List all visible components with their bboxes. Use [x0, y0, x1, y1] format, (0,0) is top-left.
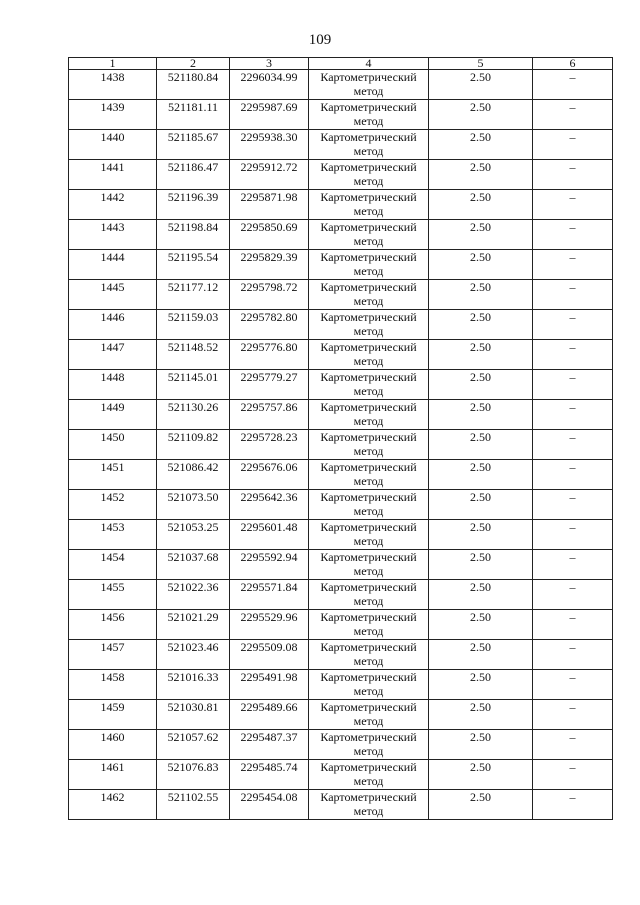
- table-row: [69, 790, 613, 820]
- table-row: [69, 610, 613, 640]
- table-row: [69, 550, 613, 580]
- note-cell: –: [533, 520, 613, 550]
- table-row: [69, 760, 613, 790]
- note-cell: –: [533, 190, 613, 220]
- method-line-1: Картометрический: [320, 790, 417, 804]
- method-line-2: метод: [353, 114, 384, 128]
- method-line-1: Картометрический: [320, 490, 417, 504]
- column-header-4: 4: [309, 58, 429, 70]
- accuracy-cell: 2.50: [429, 100, 533, 130]
- accuracy-cell: 2.50: [429, 160, 533, 190]
- header-row: [69, 58, 613, 70]
- y-coordinate-cell: 2295529.96: [230, 610, 309, 640]
- method-line-2: метод: [353, 264, 384, 278]
- accuracy-cell: 2.50: [429, 70, 533, 100]
- point-number-cell: 1439: [69, 100, 157, 130]
- x-coordinate-cell: 521180.84: [157, 70, 230, 100]
- table-row: [69, 580, 613, 610]
- method-cell: [309, 490, 429, 520]
- note-cell: –: [533, 490, 613, 520]
- y-coordinate-cell: 2295485.74: [230, 760, 309, 790]
- x-coordinate-cell: 521057.62: [157, 730, 230, 760]
- point-number-cell: 1459: [69, 700, 157, 730]
- point-number-cell: 1456: [69, 610, 157, 640]
- method-line-2: метод: [353, 204, 384, 218]
- y-coordinate-cell: 2295454.08: [230, 790, 309, 820]
- method-line-1: Картометрический: [320, 700, 417, 714]
- note-cell: –: [533, 790, 613, 820]
- method-line-2: метод: [353, 804, 384, 818]
- method-line-1: Картометрический: [320, 520, 417, 534]
- column-header-2: 2: [157, 58, 230, 70]
- method-cell: [309, 250, 429, 280]
- method-cell: [309, 700, 429, 730]
- method-cell: [309, 430, 429, 460]
- note-cell: –: [533, 220, 613, 250]
- x-coordinate-cell: 521073.50: [157, 490, 230, 520]
- accuracy-cell: 2.50: [429, 370, 533, 400]
- x-coordinate-cell: 521023.46: [157, 640, 230, 670]
- y-coordinate-cell: 2296034.99: [230, 70, 309, 100]
- method-cell: [309, 460, 429, 490]
- y-coordinate-cell: 2295592.94: [230, 550, 309, 580]
- point-number-cell: 1462: [69, 790, 157, 820]
- x-coordinate-cell: 521186.47: [157, 160, 230, 190]
- accuracy-cell: 2.50: [429, 280, 533, 310]
- y-coordinate-cell: 2295871.98: [230, 190, 309, 220]
- point-number-cell: 1460: [69, 730, 157, 760]
- x-coordinate-cell: 521177.12: [157, 280, 230, 310]
- accuracy-cell: 2.50: [429, 460, 533, 490]
- point-number-cell: 1461: [69, 760, 157, 790]
- accuracy-cell: 2.50: [429, 520, 533, 550]
- method-cell: [309, 400, 429, 430]
- x-coordinate-cell: 521109.82: [157, 430, 230, 460]
- note-cell: –: [533, 280, 613, 310]
- point-number-cell: 1442: [69, 190, 157, 220]
- accuracy-cell: 2.50: [429, 700, 533, 730]
- method-line-2: метод: [353, 414, 384, 428]
- method-line-2: метод: [353, 174, 384, 188]
- method-cell: [309, 70, 429, 100]
- method-line-2: метод: [353, 144, 384, 158]
- x-coordinate-cell: 521196.39: [157, 190, 230, 220]
- accuracy-cell: 2.50: [429, 790, 533, 820]
- accuracy-cell: 2.50: [429, 670, 533, 700]
- x-coordinate-cell: 521198.84: [157, 220, 230, 250]
- x-coordinate-cell: 521145.01: [157, 370, 230, 400]
- point-number-cell: 1449: [69, 400, 157, 430]
- table-row: [69, 340, 613, 370]
- accuracy-cell: 2.50: [429, 610, 533, 640]
- x-coordinate-cell: 521185.67: [157, 130, 230, 160]
- accuracy-cell: 2.50: [429, 190, 533, 220]
- point-number-cell: 1446: [69, 310, 157, 340]
- y-coordinate-cell: 2295489.66: [230, 700, 309, 730]
- point-number-cell: 1454: [69, 550, 157, 580]
- point-number-cell: 1443: [69, 220, 157, 250]
- accuracy-cell: 2.50: [429, 220, 533, 250]
- method-cell: [309, 370, 429, 400]
- table-row: [69, 250, 613, 280]
- point-number-cell: 1455: [69, 580, 157, 610]
- method-line-2: метод: [353, 294, 384, 308]
- table-row: [69, 370, 613, 400]
- method-line-2: метод: [353, 504, 384, 518]
- method-line-1: Картометрический: [320, 340, 417, 354]
- method-line-1: Картометрический: [320, 70, 417, 84]
- accuracy-cell: 2.50: [429, 550, 533, 580]
- method-line-1: Картометрический: [320, 190, 417, 204]
- point-number-cell: 1452: [69, 490, 157, 520]
- method-cell: [309, 130, 429, 160]
- method-line-2: метод: [353, 444, 384, 458]
- point-number-cell: 1445: [69, 280, 157, 310]
- y-coordinate-cell: 2295987.69: [230, 100, 309, 130]
- x-coordinate-cell: 521030.81: [157, 700, 230, 730]
- page-number: 109: [308, 32, 332, 48]
- point-number-cell: 1441: [69, 160, 157, 190]
- method-cell: [309, 610, 429, 640]
- method-cell: [309, 280, 429, 310]
- method-line-1: Картометрический: [320, 400, 417, 414]
- note-cell: –: [533, 310, 613, 340]
- note-cell: –: [533, 550, 613, 580]
- x-coordinate-cell: 521130.26: [157, 400, 230, 430]
- note-cell: –: [533, 370, 613, 400]
- point-number-cell: 1451: [69, 460, 157, 490]
- accuracy-cell: 2.50: [429, 130, 533, 160]
- method-line-1: Картометрический: [320, 610, 417, 624]
- y-coordinate-cell: 2295798.72: [230, 280, 309, 310]
- method-line-1: Картометрический: [320, 460, 417, 474]
- column-header-6: 6: [533, 58, 613, 70]
- point-number-cell: 1450: [69, 430, 157, 460]
- method-line-1: Картометрический: [320, 250, 417, 264]
- note-cell: –: [533, 340, 613, 370]
- accuracy-cell: 2.50: [429, 250, 533, 280]
- note-cell: –: [533, 460, 613, 490]
- note-cell: –: [533, 700, 613, 730]
- method-line-1: Картометрический: [320, 370, 417, 384]
- method-line-2: метод: [353, 564, 384, 578]
- point-number-cell: 1444: [69, 250, 157, 280]
- accuracy-cell: 2.50: [429, 760, 533, 790]
- method-cell: [309, 760, 429, 790]
- accuracy-cell: 2.50: [429, 430, 533, 460]
- y-coordinate-cell: 2295571.84: [230, 580, 309, 610]
- x-coordinate-cell: 521159.03: [157, 310, 230, 340]
- table-row: [69, 160, 613, 190]
- method-line-1: Картометрический: [320, 430, 417, 444]
- method-cell: [309, 160, 429, 190]
- note-cell: –: [533, 160, 613, 190]
- method-line-1: Картометрический: [320, 580, 417, 594]
- y-coordinate-cell: 2295782.80: [230, 310, 309, 340]
- point-number-cell: 1453: [69, 520, 157, 550]
- x-coordinate-cell: 521181.11: [157, 100, 230, 130]
- accuracy-cell: 2.50: [429, 310, 533, 340]
- table-row: [69, 220, 613, 250]
- method-line-2: метод: [353, 684, 384, 698]
- method-line-1: Картометрический: [320, 550, 417, 564]
- point-number-cell: 1458: [69, 670, 157, 700]
- note-cell: –: [533, 730, 613, 760]
- method-line-2: метод: [353, 84, 384, 98]
- accuracy-cell: 2.50: [429, 340, 533, 370]
- y-coordinate-cell: 2295938.30: [230, 130, 309, 160]
- note-cell: –: [533, 640, 613, 670]
- method-cell: [309, 310, 429, 340]
- method-line-2: метод: [353, 384, 384, 398]
- method-line-1: Картометрический: [320, 130, 417, 144]
- accuracy-cell: 2.50: [429, 580, 533, 610]
- point-number-cell: 1438: [69, 70, 157, 100]
- y-coordinate-cell: 2295728.23: [230, 430, 309, 460]
- column-header-3: 3: [230, 58, 309, 70]
- y-coordinate-cell: 2295601.48: [230, 520, 309, 550]
- method-line-2: метод: [353, 594, 384, 608]
- method-line-2: метод: [353, 534, 384, 548]
- y-coordinate-cell: 2295850.69: [230, 220, 309, 250]
- y-coordinate-cell: 2295757.86: [230, 400, 309, 430]
- method-cell: [309, 640, 429, 670]
- column-header-5: 5: [429, 58, 533, 70]
- x-coordinate-cell: 521021.29: [157, 610, 230, 640]
- table-row: [69, 280, 613, 310]
- coordinates-table: [68, 57, 613, 820]
- table-row: [69, 70, 613, 100]
- table-row: [69, 100, 613, 130]
- table-row: [69, 490, 613, 520]
- table-row: [69, 130, 613, 160]
- method-line-1: Картометрический: [320, 280, 417, 294]
- table-row: [69, 460, 613, 490]
- table-row: [69, 190, 613, 220]
- accuracy-cell: 2.50: [429, 490, 533, 520]
- method-line-2: метод: [353, 324, 384, 338]
- note-cell: –: [533, 760, 613, 790]
- point-number-cell: 1457: [69, 640, 157, 670]
- method-cell: [309, 730, 429, 760]
- point-number-cell: 1448: [69, 370, 157, 400]
- table-body: [69, 70, 613, 820]
- x-coordinate-cell: 521053.25: [157, 520, 230, 550]
- note-cell: –: [533, 430, 613, 460]
- method-line-1: Картометрический: [320, 640, 417, 654]
- x-coordinate-cell: 521086.42: [157, 460, 230, 490]
- note-cell: –: [533, 250, 613, 280]
- accuracy-cell: 2.50: [429, 640, 533, 670]
- method-line-2: метод: [353, 744, 384, 758]
- note-cell: –: [533, 400, 613, 430]
- method-line-1: Картометрический: [320, 670, 417, 684]
- method-cell: [309, 580, 429, 610]
- method-line-2: метод: [353, 624, 384, 638]
- note-cell: –: [533, 580, 613, 610]
- table-row: [69, 730, 613, 760]
- y-coordinate-cell: 2295829.39: [230, 250, 309, 280]
- method-cell: [309, 550, 429, 580]
- method-line-2: метод: [353, 714, 384, 728]
- x-coordinate-cell: 521022.36: [157, 580, 230, 610]
- y-coordinate-cell: 2295509.08: [230, 640, 309, 670]
- method-line-2: метод: [353, 774, 384, 788]
- method-line-1: Картометрический: [320, 760, 417, 774]
- table-row: [69, 520, 613, 550]
- y-coordinate-cell: 2295491.98: [230, 670, 309, 700]
- y-coordinate-cell: 2295779.27: [230, 370, 309, 400]
- method-line-1: Картометрический: [320, 100, 417, 114]
- y-coordinate-cell: 2295642.36: [230, 490, 309, 520]
- note-cell: –: [533, 610, 613, 640]
- method-line-1: Картометрический: [320, 160, 417, 174]
- note-cell: –: [533, 70, 613, 100]
- x-coordinate-cell: 521148.52: [157, 340, 230, 370]
- method-cell: [309, 190, 429, 220]
- point-number-cell: 1440: [69, 130, 157, 160]
- method-line-1: Картометрический: [320, 730, 417, 744]
- point-number-cell: 1447: [69, 340, 157, 370]
- method-line-2: метод: [353, 474, 384, 488]
- method-line-2: метод: [353, 234, 384, 248]
- method-cell: [309, 520, 429, 550]
- method-cell: [309, 670, 429, 700]
- x-coordinate-cell: 521037.68: [157, 550, 230, 580]
- accuracy-cell: 2.50: [429, 730, 533, 760]
- method-cell: [309, 100, 429, 130]
- note-cell: –: [533, 100, 613, 130]
- x-coordinate-cell: 521102.55: [157, 790, 230, 820]
- table-row: [69, 700, 613, 730]
- method-cell: [309, 340, 429, 370]
- method-line-2: метод: [353, 654, 384, 668]
- method-cell: [309, 220, 429, 250]
- table-row: [69, 430, 613, 460]
- column-header-1: 1: [69, 58, 157, 70]
- method-cell: [309, 790, 429, 820]
- method-line-1: Картометрический: [320, 310, 417, 324]
- note-cell: –: [533, 670, 613, 700]
- y-coordinate-cell: 2295776.80: [230, 340, 309, 370]
- table-header: [69, 58, 613, 70]
- method-line-1: Картометрический: [320, 220, 417, 234]
- x-coordinate-cell: 521016.33: [157, 670, 230, 700]
- y-coordinate-cell: 2295912.72: [230, 160, 309, 190]
- table-row: [69, 640, 613, 670]
- method-line-2: метод: [353, 354, 384, 368]
- table-row: [69, 310, 613, 340]
- table-row: [69, 670, 613, 700]
- x-coordinate-cell: 521076.83: [157, 760, 230, 790]
- x-coordinate-cell: 521195.54: [157, 250, 230, 280]
- y-coordinate-cell: 2295487.37: [230, 730, 309, 760]
- note-cell: –: [533, 130, 613, 160]
- table-row: [69, 400, 613, 430]
- y-coordinate-cell: 2295676.06: [230, 460, 309, 490]
- accuracy-cell: 2.50: [429, 400, 533, 430]
